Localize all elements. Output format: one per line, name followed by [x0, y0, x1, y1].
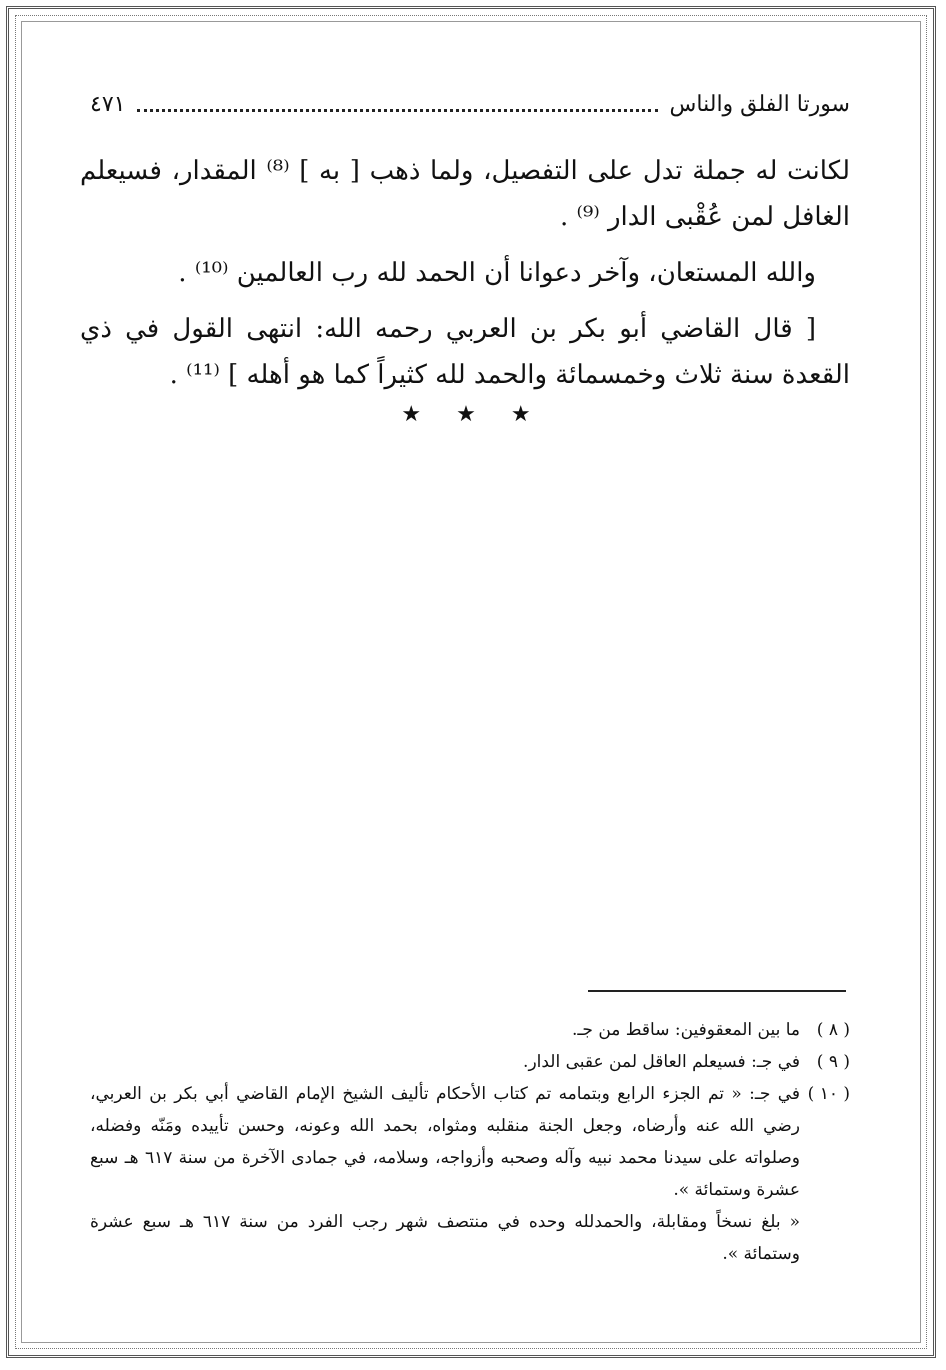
footnote-9 [90, 1046, 850, 1078]
footnote-8 [90, 1014, 850, 1046]
footnote-10-continuation: « بلغ نسخاً ومقابلة، والحمدلله وحده في منتصف شهر رجب الفرد من سنة ٦١٧ هـ سبع عشرة وستمائة ». [90, 1212, 800, 1264]
footnote-text: في جـ: « تم الجزء الرابع وبتمامه تم كتاب الأحكام تأليف الشيخ الإمام القاضي أبي بكر بن العربي، رضي الله عنه وأرضاه، وجعل الجنة منقلبه ومثواه، بحمد الله وعونه، وحسن تأييده ومَنّه وفضله، وصلواته على سيدنا محمد نبيه وآله وصحبه وأزواجه، وسلامه، في جمادى الآخرة من سنة ٦١٧ هـ سبع عشرة وستمائة ». [90, 1084, 800, 1200]
footnote-divider [588, 990, 846, 992]
footnote-text: ما بين المعقوفين: ساقط من جـ. [572, 1020, 800, 1040]
footnote-10 [90, 1078, 850, 1206]
footnote-number: ( ١٠ ) [807, 1084, 850, 1104]
paragraph-2: والله المستعان، وآخر دعوانا أن الحمد لله رب العالمين ⁽¹⁰⁾ . [178, 258, 816, 288]
section-separator-stars: ★ ★ ★ [401, 402, 545, 427]
footnotes [90, 1014, 850, 1270]
header-title: سورتا الفلق والناس [669, 91, 850, 117]
footnote-number: ( ٨ ) [816, 1020, 850, 1040]
header-dot-leader [137, 97, 657, 112]
main-text [80, 148, 850, 408]
running-header [90, 84, 850, 124]
footnote-text: في جـ: فسيعلم العاقل لمن عقبى الدار. [523, 1052, 800, 1072]
footnote-number: ( ٩ ) [816, 1052, 850, 1072]
page-number: ٤٧١ [90, 91, 126, 117]
paragraph-1: لكانت له جملة تدل على التفصيل، ولما ذهب [ به ] ⁽⁸⁾ المقدار، فسيعلم الغافل لمن عُقْبى الدار ⁽⁹⁾ . [80, 156, 850, 232]
paragraph-3: [ قال القاضي أبو بكر بن العربي رحمه الله: انتهى القول في ذي القعدة سنة ثلاث وخمسمائة والحمد لله كثيراً كما هو أهله ] ⁽¹¹⁾ . [80, 314, 850, 390]
